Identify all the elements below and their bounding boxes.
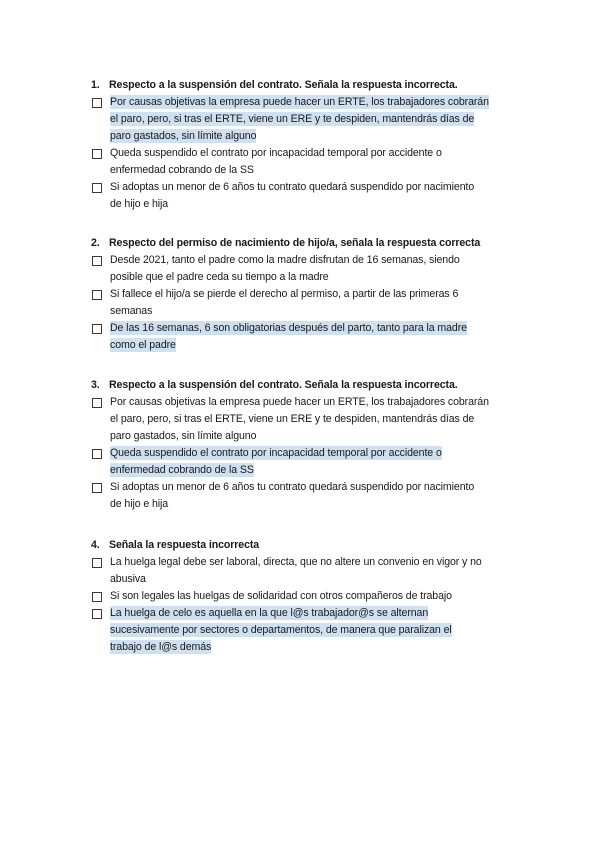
checkbox[interactable] [92, 183, 102, 193]
option-line: trabajo de l@s demás [110, 641, 212, 653]
option-line: paro gastados, sin límite alguno [110, 430, 257, 442]
option-line: Si son legales las huelgas de solidaridad con otros compañeros de trabajo [110, 590, 452, 602]
option-line: paro gastados, sin límite alguno [110, 130, 257, 142]
option-line: enfermedad cobrando de la SS [110, 464, 254, 476]
option-4b[interactable] [91, 588, 511, 605]
option-line: Desde 2021, tanto el padre como la madre disfrutan de 16 semanas, siendo [110, 254, 460, 266]
option-1b[interactable] [91, 145, 511, 179]
option-line: Si adoptas un menor de 6 años tu contrato quedará suspendido por nacimiento [110, 481, 475, 493]
option-line: abusiva [110, 573, 146, 585]
option-line: el paro, pero, si tras el ERTE, viene un ERE y te despiden, mantendrás días de [110, 113, 475, 125]
option-line: el paro, pero, si tras el ERTE, viene un ERE y te despiden, mantendrás días de [110, 413, 475, 425]
question-title: 2. Respecto del permiso de nacimiento de hijo/a, señala la respuesta correcta [91, 237, 481, 249]
option-line: semanas [110, 305, 153, 317]
question-2 [91, 235, 511, 354]
option-4c[interactable] [91, 605, 511, 656]
checkbox[interactable] [92, 256, 102, 266]
option-4a[interactable] [91, 554, 511, 588]
option-line: Si fallece el hijo/a se pierde el derecho al permiso, a partir de las primeras 6 [110, 288, 459, 300]
checkbox[interactable] [92, 609, 102, 619]
checkbox[interactable] [92, 483, 102, 493]
checkbox[interactable] [92, 398, 102, 408]
option-line: La huelga legal debe ser laboral, directa, que no altere un convenio en vigor y no [110, 556, 482, 568]
option-line: Por causas objetivas la empresa puede hacer un ERTE, los trabajadores cobrarán [110, 396, 489, 408]
checkbox[interactable] [92, 324, 102, 334]
option-2b[interactable] [91, 286, 511, 320]
option-line: enfermedad cobrando de la SS [110, 164, 254, 176]
option-line: posible que el padre ceda su tiempo a la madre [110, 271, 329, 283]
question-3 [91, 377, 511, 513]
option-2a[interactable] [91, 252, 511, 286]
checkbox[interactable] [92, 98, 102, 108]
option-3a[interactable] [91, 394, 511, 445]
option-3b[interactable] [91, 445, 511, 479]
option-line: sucesivamente por sectores o departamentos, de manera que paralizan el [110, 624, 452, 636]
option-line: de hijo e hija [110, 198, 169, 210]
checkbox[interactable] [92, 558, 102, 568]
question-1 [91, 77, 511, 213]
option-2c[interactable] [91, 320, 511, 354]
option-line: de hijo e hija [110, 498, 169, 510]
checkbox[interactable] [92, 592, 102, 602]
option-line: De las 16 semanas, 6 son obligatorias después del parto, tanto para la madre [110, 322, 467, 334]
question-title: 3. Respecto a la suspensión del contrato. Señala la respuesta incorrecta. [91, 379, 458, 391]
option-line: Queda suspendido el contrato por incapacidad temporal por accidente o [110, 147, 442, 159]
checkbox[interactable] [92, 449, 102, 459]
option-line: Queda suspendido el contrato por incapacidad temporal por accidente o [110, 447, 442, 459]
option-1c[interactable] [91, 179, 511, 213]
option-line: como el padre [110, 339, 176, 351]
option-line: Si adoptas un menor de 6 años tu contrato quedará suspendido por nacimiento [110, 181, 475, 193]
checkbox[interactable] [92, 149, 102, 159]
option-1a[interactable] [91, 94, 511, 145]
question-4 [91, 537, 511, 656]
checkbox[interactable] [92, 290, 102, 300]
option-line: La huelga de celo es aquella en la que l@s trabajador@s se alternan [110, 607, 429, 619]
option-line: Por causas objetivas la empresa puede hacer un ERTE, los trabajadores cobrarán [110, 96, 489, 108]
question-title: 4. Señala la respuesta incorrecta [91, 539, 260, 551]
question-title: 1. Respecto a la suspensión del contrato. Señala la respuesta incorrecta. [91, 79, 458, 91]
option-3c[interactable] [91, 479, 511, 513]
